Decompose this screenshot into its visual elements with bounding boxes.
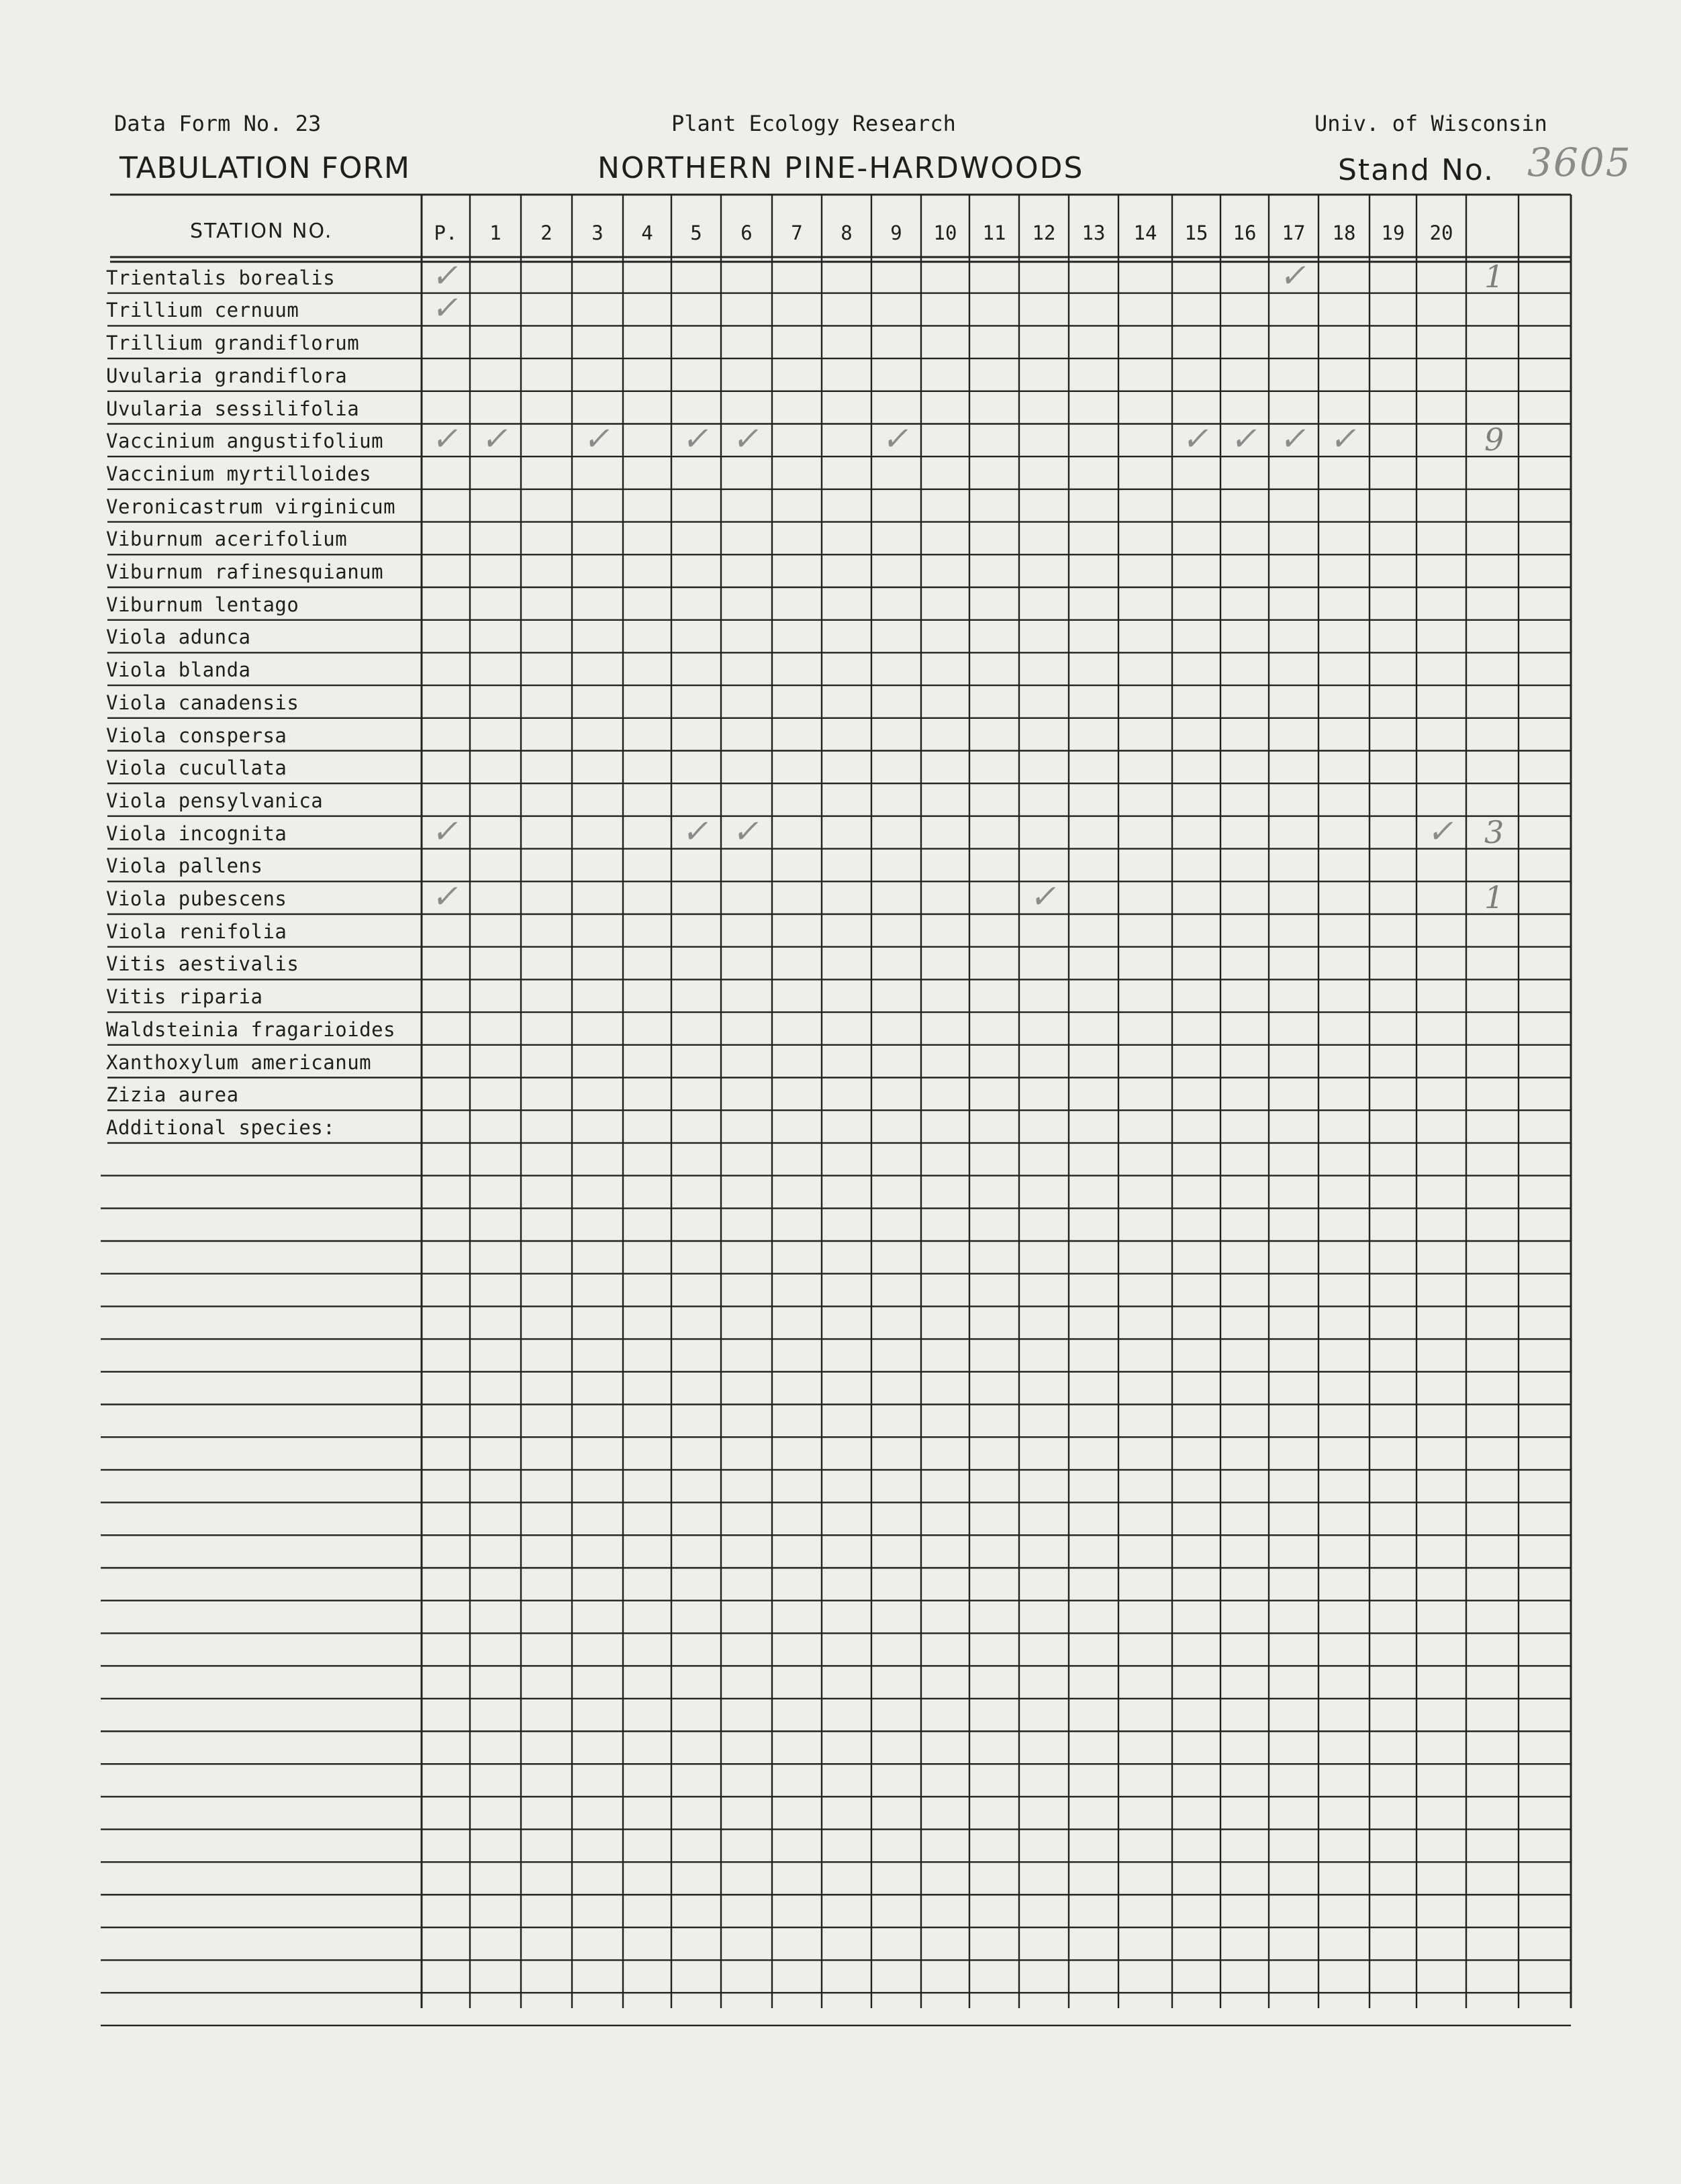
- stand-number: 3605: [1527, 140, 1632, 185]
- species-name: Viola pallens: [106, 854, 263, 878]
- station-column-header: 3: [591, 221, 604, 244]
- check-mark: ✓: [430, 812, 465, 850]
- species-name: Waldsteinia fragarioides: [106, 1017, 396, 1041]
- stand-label: Stand No.: [1338, 153, 1494, 187]
- check-mark: ✓: [479, 420, 515, 458]
- species-name: Trientalis borealis: [106, 266, 336, 289]
- organization: Plant Ecology Research: [671, 111, 956, 136]
- species-name: Viburnum lentago: [106, 593, 299, 616]
- species-name: Viola renifolia: [106, 920, 287, 943]
- species-count: 3: [1484, 813, 1504, 850]
- check-mark: ✓: [1180, 420, 1216, 458]
- check-mark: ✓: [430, 878, 465, 915]
- station-column-header: 2: [540, 221, 553, 244]
- species-name: Viola conspersa: [106, 724, 287, 747]
- species-name: Additional species:: [106, 1115, 336, 1139]
- species-name: Viola canadensis: [106, 691, 299, 714]
- university: Univ. of Wisconsin: [1314, 111, 1547, 136]
- species-name: Viburnum acerifolium: [106, 528, 348, 551]
- species-name: Viola incognita: [106, 822, 287, 845]
- check-mark: ✓: [581, 420, 617, 458]
- check-mark: ✓: [730, 812, 766, 850]
- check-mark: ✓: [1028, 878, 1063, 915]
- station-column-header: 19: [1381, 221, 1405, 244]
- station-column-header: 12: [1032, 221, 1056, 244]
- species-count: 1: [1484, 258, 1504, 295]
- species-name: Viburnum rafinesquianum: [106, 560, 384, 583]
- check-mark: ✓: [1229, 420, 1264, 458]
- station-column-header: 15: [1184, 221, 1208, 244]
- station-column-header: 20: [1429, 221, 1453, 244]
- species-name: Veronicastrum virginicum: [106, 495, 396, 518]
- species-name: Viola cucullata: [106, 756, 287, 780]
- station-column-header: 18: [1332, 221, 1356, 244]
- check-mark: ✓: [680, 420, 716, 458]
- form-number: Data Form No. 23: [114, 111, 322, 136]
- check-mark: ✓: [680, 812, 716, 850]
- species-name: Zizia aurea: [106, 1083, 239, 1107]
- station-column-header: 14: [1133, 221, 1157, 244]
- station-column-header: P.: [434, 221, 458, 244]
- species-name: Viola pensylvanica: [106, 789, 324, 812]
- check-mark: ✓: [430, 420, 465, 458]
- check-mark: ✓: [1328, 420, 1363, 458]
- species-name: Trillium grandiflorum: [106, 332, 360, 355]
- check-mark: ✓: [1278, 256, 1313, 295]
- species-count: 1: [1484, 879, 1504, 915]
- check-mark: ✓: [430, 256, 465, 295]
- station-column-header: 17: [1282, 221, 1306, 244]
- species-name: Uvularia sessilifolia: [106, 397, 360, 420]
- species-count: 9: [1484, 421, 1504, 458]
- station-column-header: 9: [890, 221, 902, 244]
- species-name: Xanthoxylum americanum: [106, 1050, 372, 1074]
- species-name: Vaccinium angustifolium: [106, 430, 384, 453]
- station-column-header: 6: [740, 221, 753, 244]
- species-name: Vitis riparia: [106, 985, 263, 1009]
- species-name: Vitis aestivalis: [106, 952, 299, 976]
- station-column-header: 8: [840, 221, 853, 244]
- station-column-header: 5: [690, 221, 702, 244]
- check-mark: ✓: [880, 420, 916, 458]
- form-subtitle: NORTHERN PINE-HARDWOODS: [597, 151, 1084, 185]
- species-name: Viola blanda: [106, 658, 251, 682]
- station-column-header: 10: [933, 221, 957, 244]
- check-mark: ✓: [730, 420, 766, 458]
- station-column-header: 7: [791, 221, 803, 244]
- station-number-header: STATION NO.: [190, 219, 333, 243]
- station-column-header: 4: [641, 221, 653, 244]
- species-name: Viola adunca: [106, 626, 251, 649]
- check-mark: ✓: [1278, 420, 1313, 458]
- species-name: Viola pubescens: [106, 887, 287, 910]
- station-column-header: 11: [982, 221, 1006, 244]
- station-column-header: 1: [489, 221, 501, 244]
- form-title: TABULATION FORM: [119, 151, 411, 185]
- species-name: Trillium cernuum: [106, 299, 299, 322]
- species-name: Uvularia grandiflora: [106, 364, 348, 387]
- species-name: Vaccinium myrtilloides: [106, 462, 372, 485]
- station-column-header: 13: [1082, 221, 1106, 244]
- station-column-header: 16: [1233, 221, 1257, 244]
- check-mark: ✓: [430, 289, 465, 328]
- check-mark: ✓: [1425, 812, 1461, 850]
